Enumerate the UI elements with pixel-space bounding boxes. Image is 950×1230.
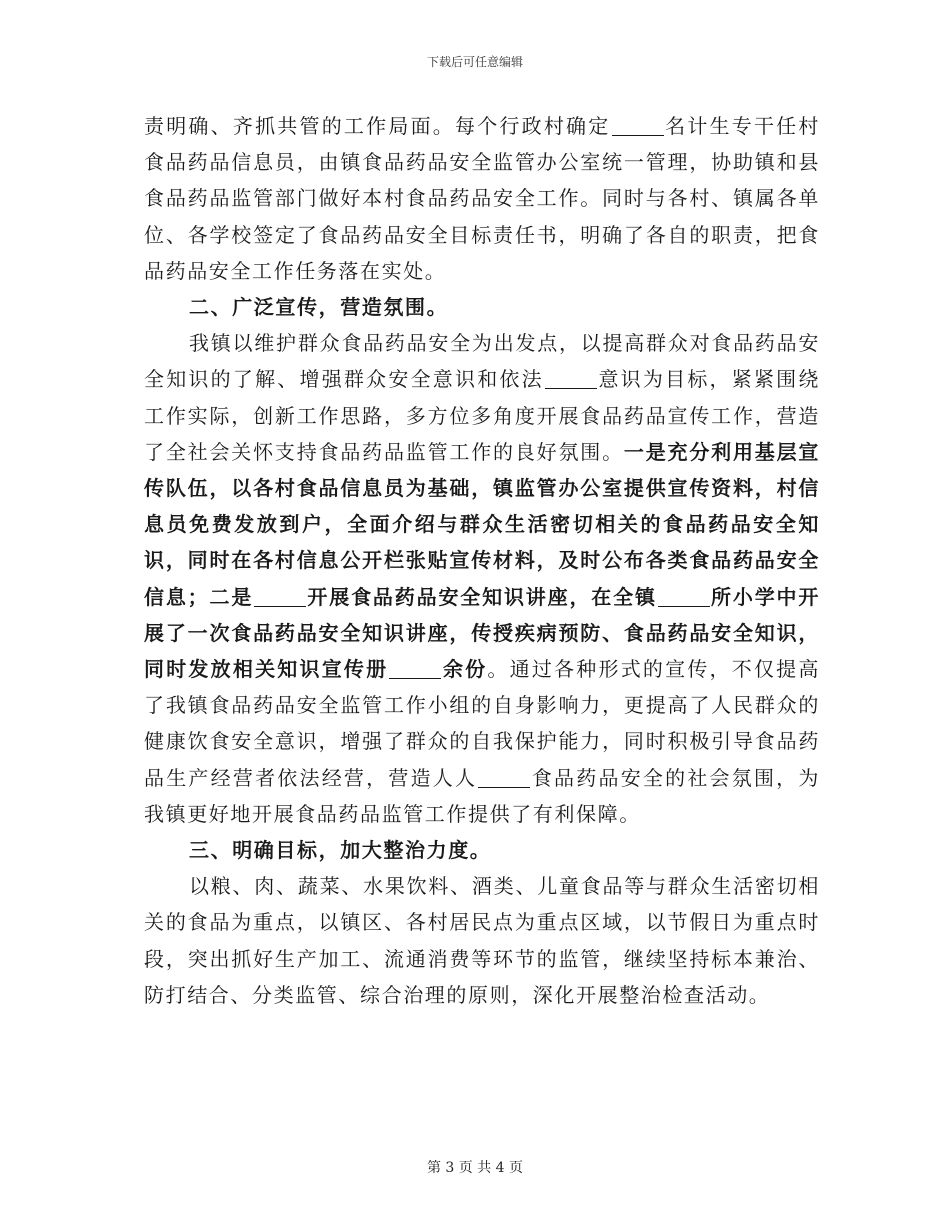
paragraph-2-text-d: 食品药品安全的社会氛围，为我镇更好地开展食品药品监管工作提供了有利保障。 <box>144 765 820 826</box>
paragraph-2-text-c: 。通过各种形式的宣传，不仅提高了我镇食品药品安全监管工作小组的自身影响力，更提高了人民群众的健康饮食安全意识，增强了群众的自我保护能力，同时积极引导食品药品生产经营者依法经营，营造人人 <box>144 657 820 790</box>
paragraph-2 <box>144 325 820 832</box>
paragraph-2-bold-d: 余份 <box>442 657 488 682</box>
paragraph-1-text-a: 责明确、齐抓共管的工作局面。每个行政村确定 <box>144 114 611 138</box>
paragraph-2-bold-b: 开展食品药品安全知识讲座，在全镇 <box>307 584 657 609</box>
paragraph-1 <box>144 108 820 289</box>
section-heading-2: 二、广泛宣传，营造氛围。 <box>189 295 449 320</box>
fill-blank <box>389 658 441 679</box>
fill-blank <box>658 586 710 607</box>
paragraph-2-text-a: 我镇以维护群众食品药品安全为出发点，以提高群众对食品药品安全知识的了解、增强群众安全意识和依法 <box>144 331 820 392</box>
fill-blank <box>545 368 597 389</box>
paragraph-2-bold-a: 一是充分利用基层宣传队伍，以各村食品信息员为基础，镇监管办公室提供宣传资料，村信息员免费发放到户，全面介绍与群众生活密切相关的食品药品安全知识，同时在各村信息公开栏张贴宣传材料，及时公布各类食品药品安全信息；二是 <box>144 439 820 609</box>
document-body <box>144 108 820 1013</box>
fill-blank <box>478 767 530 788</box>
paragraph-1-text-b: 名计生专干任村食品药品信息员，由镇食品药品安全监管办公室统一管理，协助镇和县食品药品监管部门做好本村食品药品安全工作。同时与各村、镇属各单位、各学校签定了食品药品安全目标责任书，明确了各自的职责，把食品药品安全工作任务落在实处。 <box>144 114 820 283</box>
paragraph-2-bold-c: 所小学中开展了一次食品药品安全知识讲座，传授疾病预防、食品药品安全知识，同时发放相关知识宣传册 <box>144 584 820 682</box>
section-heading-3: 三、明确目标，加大整治力度。 <box>189 838 492 863</box>
header-note: 下载后可任意编辑 <box>426 55 523 69</box>
fill-blank <box>254 586 306 607</box>
paragraph-3: 以粮、肉、蔬菜、水果饮料、酒类、儿童食品等与群众生活密切相关的食品为重点，以镇区、各村居民点为重点区域，以节假日为重点时段，突出抓好生产加工、流通消费等环节的监管，继续坚持标本兼治、防打结合、分类监管、综合治理的原则，深化开展整治检查活动。 <box>144 874 820 1007</box>
fill-blank <box>612 115 664 136</box>
page-number: 第 3 页 共 4 页 <box>426 1160 524 1176</box>
paragraph-2-text-b: 意识为目标，紧紧围绕工作实际，创新工作思路，多方位多角度开展食品药品宣传工作，营造了全社会关怀支持食品药品监管工作的良好氛围。 <box>144 367 820 464</box>
